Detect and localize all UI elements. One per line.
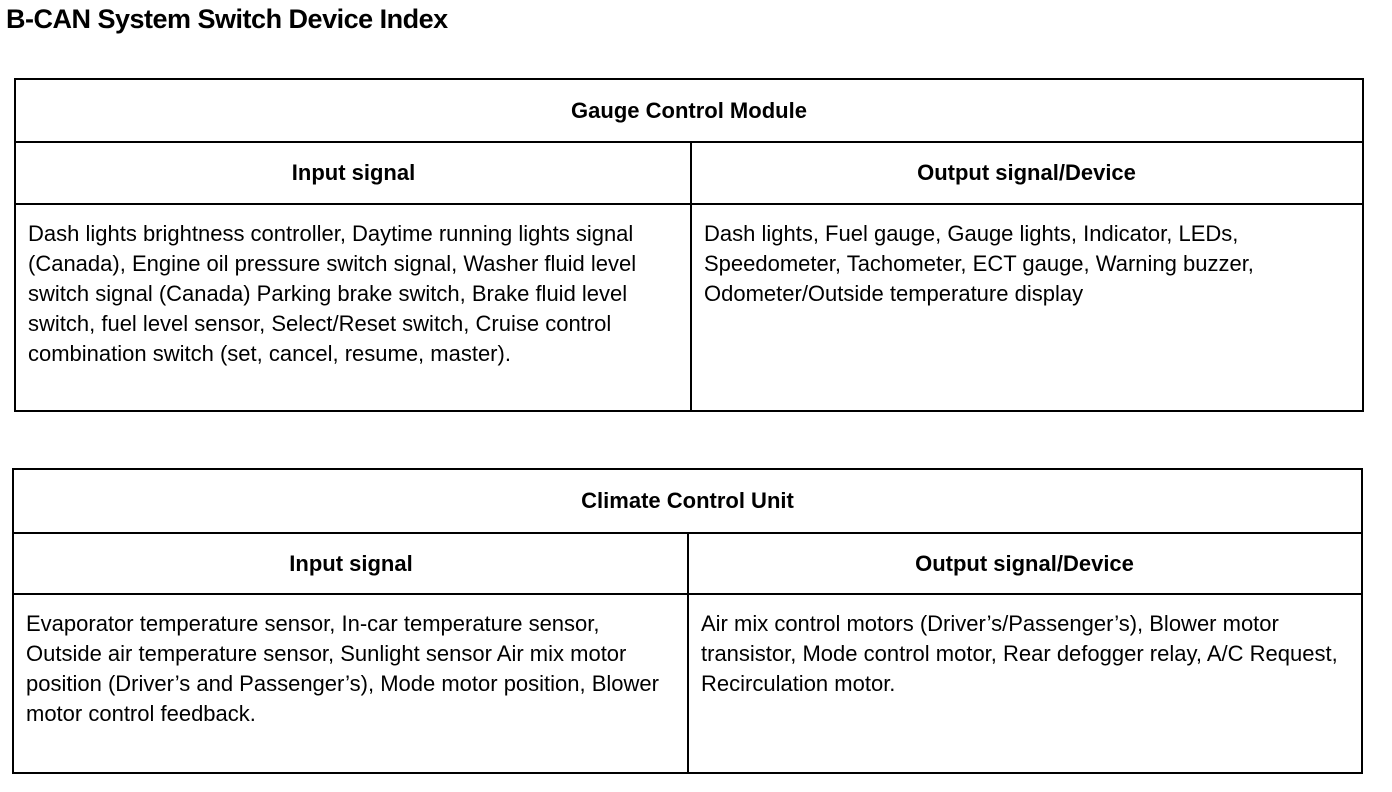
output-signal-header: Output signal/Device: [688, 534, 1361, 595]
climate-control-unit-table: [12, 468, 1363, 774]
input-signal-header: Input signal: [14, 534, 688, 595]
gauge-control-module-table: [14, 78, 1364, 412]
input-signal-text: Evaporator temperature sensor, In-car temperature sensor, Outside air temperature sensor, Sunlight sensor Air mix motor position (Driver’s and Passenger’s), Mode motor position, Blower motor control feedback.: [26, 611, 659, 726]
output-signal-text: Dash lights, Fuel gauge, Gauge lights, Indicator, LEDs, Speedometer, Tachometer, ECT gauge, Warning buzzer, Odometer/Outside temperature display: [704, 221, 1254, 306]
table-heading: Climate Control Unit: [14, 470, 1361, 534]
output-signal-header: Output signal/Device: [691, 143, 1362, 205]
input-signal-text: Dash lights brightness controller, Daytime running lights signal (Canada), Engine oil pressure switch signal, Washer fluid level switch signal (Canada) Parking brake switch, Brake fluid level switch, fuel level sensor, Select/Reset switch, Cruise control combination switch (set, cancel, resume, master).: [28, 221, 637, 366]
input-signal-header: Input signal: [16, 143, 691, 205]
output-signal-text: Air mix control motors (Driver’s/Passenger’s), Blower motor transistor, Mode control motor, Rear defogger relay, A/C Request, Recirculation motor.: [701, 611, 1338, 696]
page-title: B-CAN System Switch Device Index: [6, 4, 448, 34]
table-heading: Gauge Control Module: [16, 80, 1362, 143]
